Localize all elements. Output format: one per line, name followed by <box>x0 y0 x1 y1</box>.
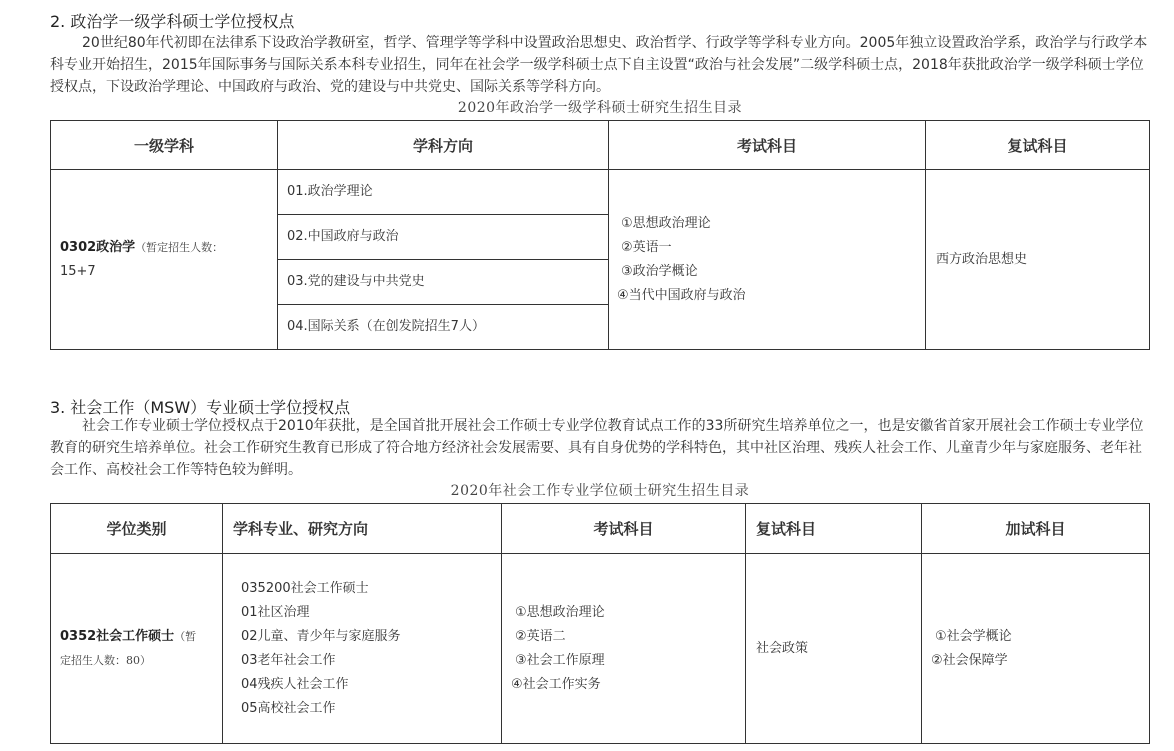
section2-heading: 2. 政治学一级学科硕士学位授权点 <box>50 12 295 31</box>
table2-caption: 2020年社会工作专业学位硕士研究生招生目录 <box>450 483 750 499</box>
section3-paragraph: 社会工作专业硕士学位授权点于2010年获批，是全国首批开展社会工作硕士专业学位教育试点工作的33所研究生培养单位之一，也是安徽省首家开展社会工作硕士专业学位教育的研究生培养单位。社会工作研究生教育已形成了符合地方经济社会发展需要、具有自身优势的学科特色，其中社区治理、残疾人社会工作、儿童青少年与家庭服务、老年社会工作、高校社会工作等特色较为鲜明。 <box>50 418 1144 478</box>
exam-item: ④社会工作实务 <box>511 676 601 692</box>
direction-item: 01社区治理 <box>241 604 310 620</box>
table-social-work-admissions <box>50 503 1150 744</box>
section3-heading: 3. 社会工作（MSW）专业硕士学位授权点 <box>50 398 351 417</box>
table1-header-direction: 学科方向 <box>278 121 609 170</box>
subject-note: （暂定招生人数： <box>135 240 224 254</box>
exam-item: ②英语二 <box>515 628 566 644</box>
table1-header-row <box>51 121 1150 170</box>
direction-label: 01.政治学理论 <box>287 184 373 199</box>
table1-header-retest: 复试科目 <box>926 121 1150 170</box>
extra-item: ②社会保障学 <box>931 652 1008 668</box>
retest-label: 西方政治思想史 <box>936 251 1028 267</box>
table2-extra-cell <box>922 554 1150 744</box>
table2-header-retest: 复试科目 <box>746 504 922 554</box>
degree-note: 定招生人数：80） <box>60 653 151 667</box>
direction-item: 04残疾人社会工作 <box>241 676 349 692</box>
exam-item: ③社会工作原理 <box>515 652 605 668</box>
direction-item: 05高校社会工作 <box>241 700 336 716</box>
degree-note: （暂 <box>174 629 197 643</box>
degree-code: 0352社会工作硕士 <box>60 628 175 644</box>
direction-item: 035200社会工作硕士 <box>241 580 369 596</box>
table2-header-exam: 考试科目 <box>502 504 746 554</box>
table1-exam-cell <box>609 170 926 350</box>
direction-cell <box>278 215 609 260</box>
exam-item: ①思想政治理论 <box>515 604 605 620</box>
table2-direction-cell <box>223 554 502 744</box>
direction-cell <box>278 305 609 350</box>
table2-retest-cell <box>746 554 922 744</box>
exam-item: ③政治学概论 <box>621 263 698 279</box>
table-row <box>51 554 1150 744</box>
exam-item: ②英语一 <box>621 239 672 255</box>
table2-exam-cell <box>502 554 746 744</box>
table-politics-admissions <box>50 120 1150 350</box>
table1-caption: 2020年政治学一级学科硕士研究生招生目录 <box>457 100 743 116</box>
retest-label: 社会政策 <box>756 640 809 656</box>
table2-header-extra: 加试科目 <box>922 504 1150 554</box>
table2-header-degree: 学位类别 <box>51 504 223 554</box>
section2-paragraph: 20世纪80年代初即在法律系下设政治学教研室，哲学、管理学等学科中设置政治思想史、政治哲学、行政学等学科专业方向。2005年独立设置政治学系，政治学与行政学本科专业开始招生，2015年国际事务与国际关系本科专业招生，同年在社会学一级学科硕士点下自主设置“政治与社会发展”二级学科硕士点，2018年获批政治学一级学科硕士学位授权点，下设政治学理论、中国政府与政治、党的建设与中共党史、国际关系等学科方向。 <box>50 35 1148 95</box>
direction-label: 04.国际关系（在创发院招生7人） <box>287 319 485 334</box>
subject-code: 0302政治学 <box>60 239 136 255</box>
table1-header-discipline: 一级学科 <box>51 121 278 170</box>
table1-subject-cell <box>51 170 278 350</box>
table2-header-direction: 学科专业、研究方向 <box>223 504 502 554</box>
table-row <box>51 170 1150 215</box>
direction-item: 02儿童、青少年与家庭服务 <box>241 628 401 644</box>
table2-header-row <box>51 504 1150 554</box>
direction-label: 03.党的建设与中共党史 <box>287 274 425 289</box>
table2-degree-cell <box>51 554 223 744</box>
exam-item: ④当代中国政府与政治 <box>617 287 746 303</box>
direction-label: 02.中国政府与政治 <box>287 229 399 244</box>
table1-retest-cell <box>926 170 1150 350</box>
direction-item: 03老年社会工作 <box>241 652 336 668</box>
subject-count: 15+7 <box>60 263 96 279</box>
exam-item: ①思想政治理论 <box>621 215 711 231</box>
table1-header-exam: 考试科目 <box>609 121 926 170</box>
extra-item: ①社会学概论 <box>935 628 1012 644</box>
direction-cell <box>278 170 609 215</box>
direction-cell <box>278 260 609 305</box>
